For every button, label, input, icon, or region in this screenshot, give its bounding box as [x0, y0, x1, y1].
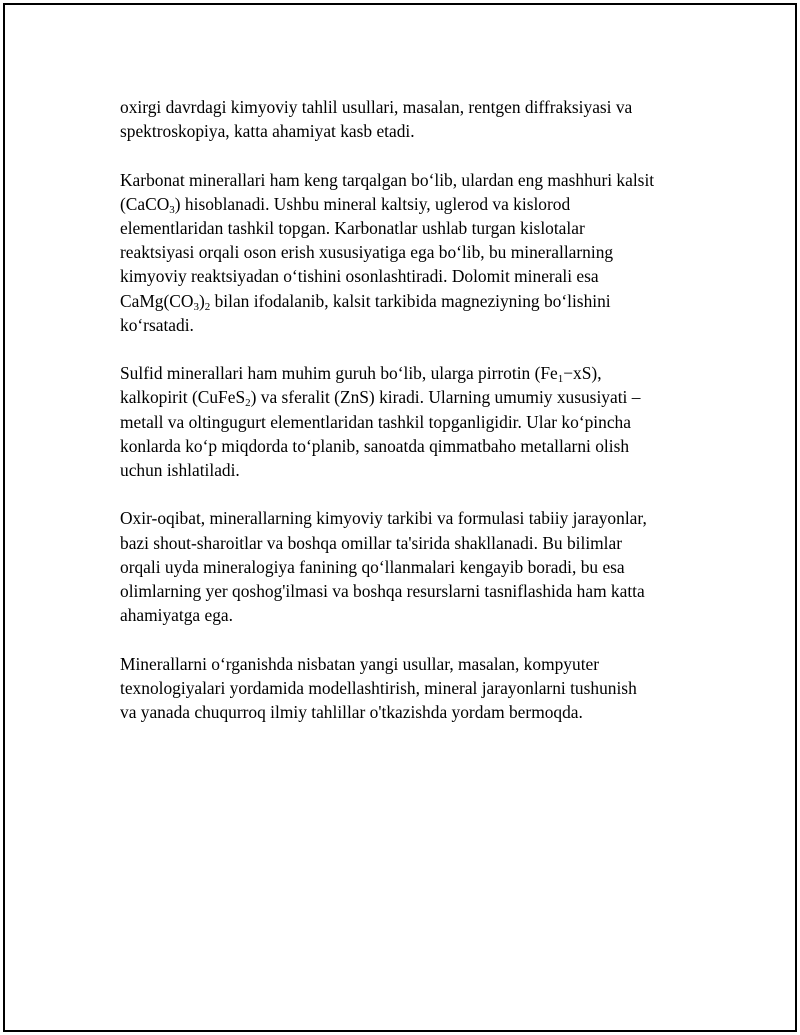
paragraph: [120, 652, 695, 725]
text-line: [120, 240, 695, 264]
text-line: [120, 700, 695, 724]
text-line: [120, 579, 695, 603]
text-segment: reaktsiyasi orqali oson erish xususiyatiga ega bo‘lib, bu minerallarning: [120, 242, 614, 263]
text-line: [120, 385, 695, 409]
text-line: [120, 410, 695, 434]
text-segment: Karbonat minerallari ham keng tarqalgan bo‘lib, ulardan eng mashhuri kalsit: [120, 169, 655, 190]
text-line: [120, 434, 695, 458]
subscript: 3: [169, 203, 175, 216]
text-line: [120, 531, 695, 555]
text-segment: uchun ishlatiladi.: [120, 460, 240, 481]
page-frame: [3, 3, 797, 1032]
text-segment: Minerallarni o‘rganishda nisbatan yangi usullar, masalan, kompyuter: [120, 653, 600, 674]
text-segment: (CaCO: [120, 193, 170, 214]
text-segment: Sulfid minerallari ham muhim guruh bo‘lib, ularga pirrotin (Fe: [120, 363, 558, 384]
text-line: [120, 95, 695, 119]
subscript: 1: [557, 373, 564, 386]
text-line: [120, 289, 695, 313]
text-segment: spektroskopiya, katta ahamiyat kasb etadi.: [120, 121, 415, 142]
text-segment: bazi shout-sharoitlar va boshqa omillar ta'sirida shakllanadi. Bu bilimlar: [120, 532, 623, 553]
text-line: [120, 555, 695, 579]
text-segment: ko‘rsatadi.: [120, 314, 194, 335]
paragraph: [120, 506, 695, 627]
subscript: 2: [204, 300, 211, 313]
text-segment: metall va oltingugurt elementlaridan tashkil topganligidir. Ular ko‘pincha: [120, 411, 631, 432]
paragraph: [120, 95, 695, 143]
text-segment: ) hisoblanadi. Ushbu mineral kaltsiy, uglerod va kislorod: [174, 193, 571, 214]
text-line: [120, 313, 695, 337]
text-segment: orqali uyda mineralogiya fanining qo‘llanmalari kengayib boradi, bu esa: [120, 556, 625, 577]
text-segment: −xS),: [563, 363, 602, 384]
text-line: [120, 676, 695, 700]
text-segment: va yanada chuqurroq ilmiy tahlillar o'tkazishda yordam bermoqda.: [120, 702, 583, 723]
text-segment: oxirgi davrdagi kimyoviy tahlil usullari, masalan, rentgen diffraksiyasi va: [120, 97, 633, 117]
text-segment: konlarda ko‘p miqdorda to‘planib, sanoatda qimmatbaho metallarni olish: [120, 435, 630, 456]
text-line: [120, 216, 695, 240]
text-line: [120, 458, 695, 482]
text-segment: elementlaridan tashkil topgan. Karbonatlar ushlab turgan kislotalar: [120, 218, 585, 238]
text-segment: olimlarning yer qoshog'ilmasi va boshqa resurslarni tasniflashida ham katta: [120, 581, 645, 602]
text-segment: kimyoviy reaktsiyadan o‘tishini osonlashtiradi. Dolomit minerali esa: [120, 266, 599, 287]
paragraph: [120, 361, 695, 482]
text-segment: ) va sferalit (ZnS) kiradi. Ularning umumiy xususiyati –: [250, 387, 641, 408]
text-segment: kalkopirit (CuFeS: [120, 387, 246, 408]
text-line: [120, 192, 695, 216]
text-line: [120, 506, 695, 530]
text-segment: CaMg(CO: [120, 290, 194, 311]
text-segment: ): [198, 290, 205, 311]
paragraph: [120, 168, 695, 337]
text-line: [120, 119, 695, 143]
text-segment: bilan ifodalanib, kalsit tarkibida magneziyning bo‘lishini: [210, 290, 611, 311]
text-segment: ahamiyatga ega.: [120, 605, 233, 626]
text-line: [120, 264, 695, 288]
document-body: [120, 95, 695, 748]
subscript: 3: [193, 300, 199, 313]
text-segment: texnologiyalari yordamida modellashtirish, mineral jarayonlarni tushunish: [120, 677, 637, 698]
text-line: [120, 361, 695, 385]
text-line: [120, 652, 695, 676]
text-line: [120, 168, 695, 192]
text-line: [120, 603, 695, 627]
subscript: 2: [245, 397, 251, 410]
text-segment: Oxir-oqibat, minerallarning kimyoviy tarkibi va formulasi tabiiy jarayonlar,: [120, 508, 647, 529]
